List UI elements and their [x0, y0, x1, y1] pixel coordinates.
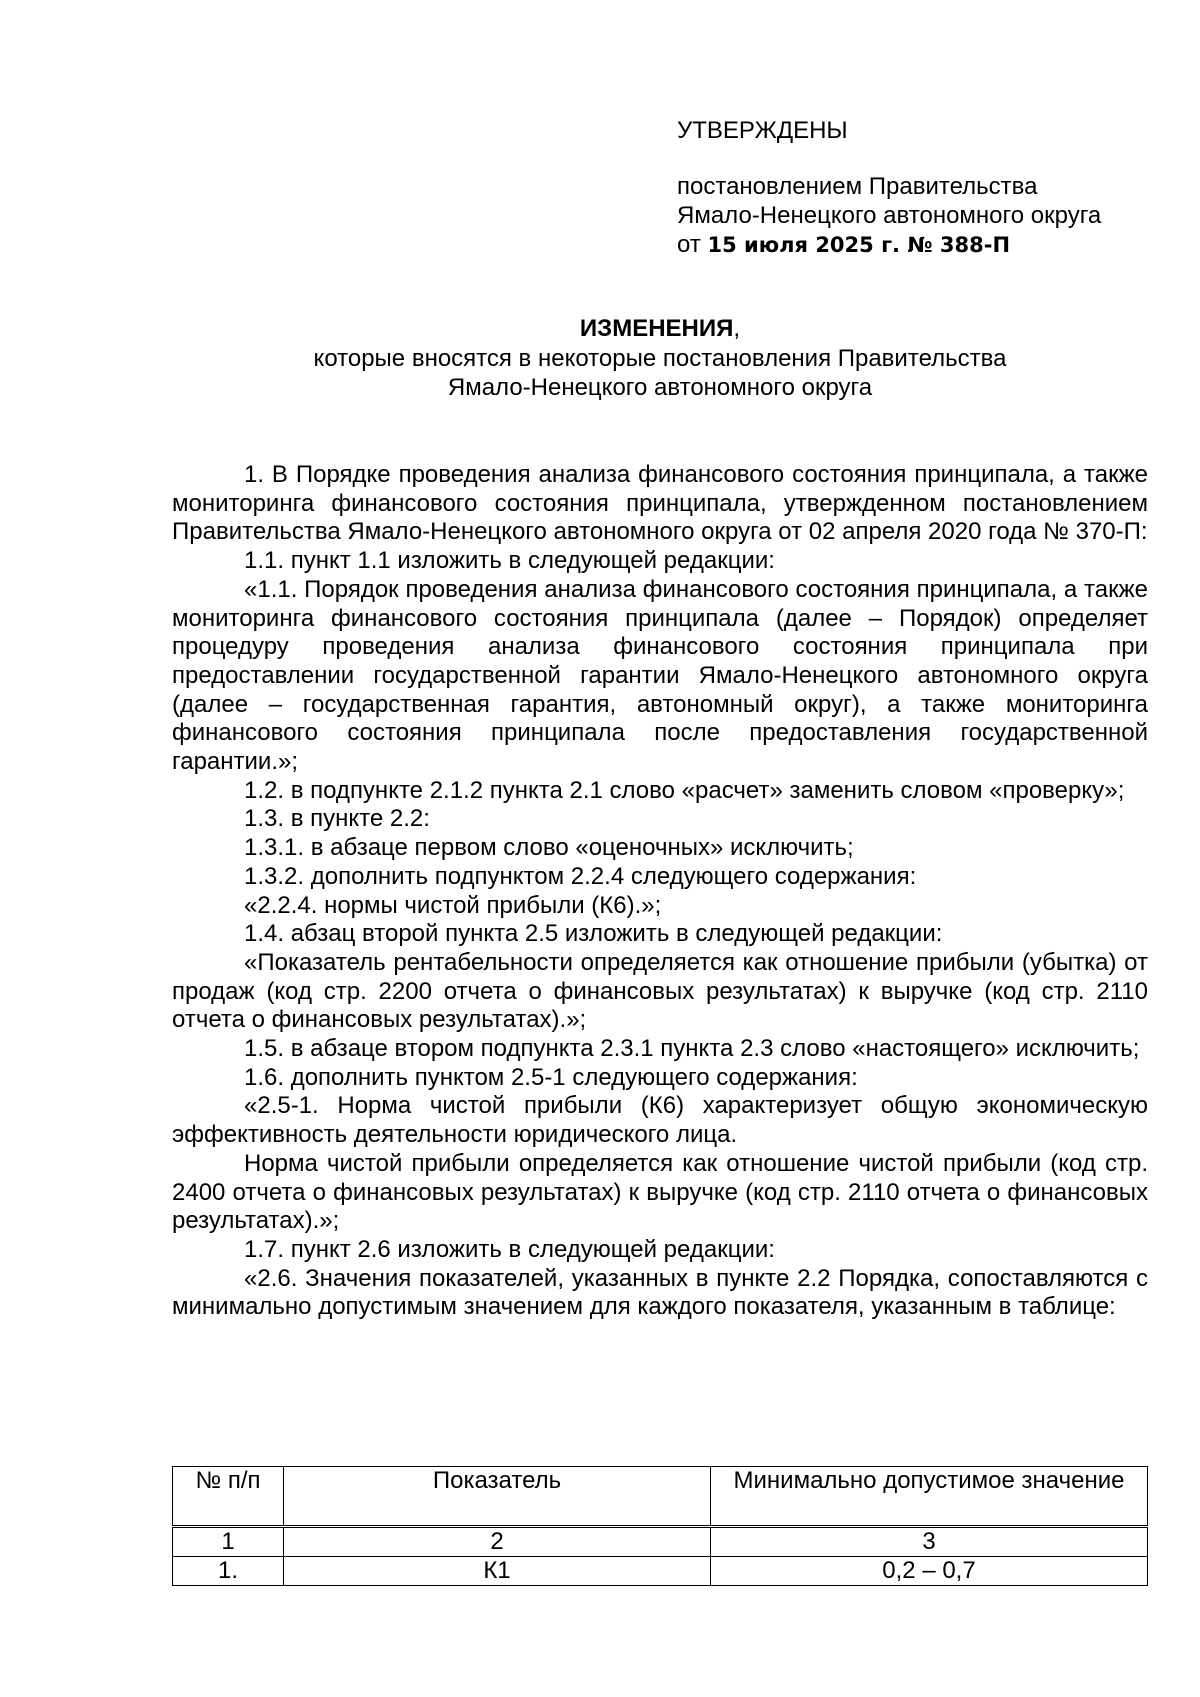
- paragraph: 1.3. в пункте 2.2:: [244, 805, 430, 833]
- paragraph: 1. В Порядке проведения анализа финансового состояния принципала, а также мониторинга финансового состояния принципала, утвержденном постановлением Правительства Ямало-Ненецкого автономного округа от 02 апреля 2020 года № 370-П:: [172, 461, 1148, 546]
- approval-stamp-date-prefix: от: [677, 231, 708, 258]
- document-title: [0, 314, 1200, 343]
- document-body: [172, 461, 1148, 1322]
- paragraph: «2.6. Значения показателей, указанных в пункте 2.2 Порядка, сопоставляются с минимально допустимым значением для каждого показателя, указанным в таблице:: [172, 1264, 1148, 1321]
- approval-stamp: [677, 172, 1101, 260]
- table-row: [173, 1557, 1148, 1586]
- paragraph: 1.4. абзац второй пункта 2.5 изложить в следующей редакции:: [244, 920, 943, 948]
- paragraph: Норма чистой прибыли определяется как отношение чистой прибыли (код стр. 2400 отчета о финансовых результатах) к выручке (код стр. 2110 отчета о финансовых результатах).»;: [172, 1149, 1148, 1235]
- paragraph: «2.5-1. Норма чистой прибыли (К6) характеризует общую экономическую эффективность деятельности юридического лица.: [172, 1092, 1148, 1149]
- table-cell: 0,2 – 0,7: [711, 1557, 1148, 1586]
- document-subtitle-line1: которые вносятся в некоторые постановления Правительства: [313, 345, 1007, 372]
- table-header-cell-indicator: Показатель: [284, 1467, 711, 1527]
- norms-table: [172, 1466, 1148, 1586]
- paragraph: 1.3.1. в абзаце первом слово «оценочных» исключить;: [244, 834, 854, 862]
- paragraph: «Показатель рентабельности определяется как отношение прибыли (убытка) от продаж (код стр. 2200 отчета о финансовых результатах) к выручке (код стр. 2110 отчета о финансовых результатах).»;: [172, 948, 1148, 1034]
- paragraph: «2.2.4. нормы чистой прибыли (К6).»;: [244, 891, 662, 919]
- paragraph: «1.1. Порядок проведения анализа финансового состояния принципала, а также мониторинга финансового состояния принципала (далее – Порядок) определяет процедуру проведения анализа финансового состояния принципала при предоставлении государственной гарантии Ямало-Ненецкого автономного округа (далее – государственная гарантия, автономный округ), а также мониторинга финансового состояния принципала после предоставления государственной гарантии.»;: [172, 575, 1148, 776]
- paragraph: 1.3.2. дополнить подпунктом 2.2.4 следующего содержания:: [244, 862, 917, 890]
- approval-stamp-date-value: 15 июля 2025 г. № 388-П: [707, 233, 1011, 257]
- paragraph: 1.7. пункт 2.6 изложить в следующей редакции:: [244, 1235, 775, 1263]
- table-header-cell-min-value: Минимально допустимое значение: [711, 1467, 1148, 1527]
- paragraph: 1.1. пункт 1.1 изложить в следующей редакции:: [244, 547, 775, 575]
- approval-stamp-title: УТВЕРЖДЕНЫ: [677, 117, 848, 144]
- document-title-text: ИЗМЕНЕНИЯ: [579, 315, 734, 342]
- document-title-comma: ,: [733, 315, 741, 342]
- table-cell: 2: [284, 1527, 711, 1557]
- table-header-row: [173, 1467, 1148, 1527]
- table-cell: 1: [173, 1527, 284, 1557]
- paragraph: 1.5. в абзаце втором подпункта 2.3.1 пункта 2.3 слово «настоящего» исключить;: [244, 1035, 1140, 1063]
- approval-stamp-line2: Ямало-Ненецкого автономного округа: [677, 202, 1102, 229]
- paragraph: 1.6. дополнить пунктом 2.5-1 следующего содержания:: [244, 1063, 858, 1091]
- paragraph: 1.2. в подпункте 2.1.2 пункта 2.1 слово «расчет» заменить словом «проверку»;: [244, 776, 1125, 804]
- document-subtitle-line2: Ямало-Ненецкого автономного округа: [447, 374, 873, 401]
- document-subtitle: [0, 344, 1200, 402]
- table-numbering-row: [173, 1527, 1148, 1557]
- table-header-cell-number: № п/п: [173, 1467, 284, 1527]
- approval-stamp-date: [677, 230, 1101, 260]
- table-cell: 1.: [173, 1557, 284, 1586]
- table-cell: 3: [711, 1527, 1148, 1557]
- table-cell: К1: [284, 1557, 711, 1586]
- approval-stamp-line1: постановлением Правительства: [677, 173, 1038, 200]
